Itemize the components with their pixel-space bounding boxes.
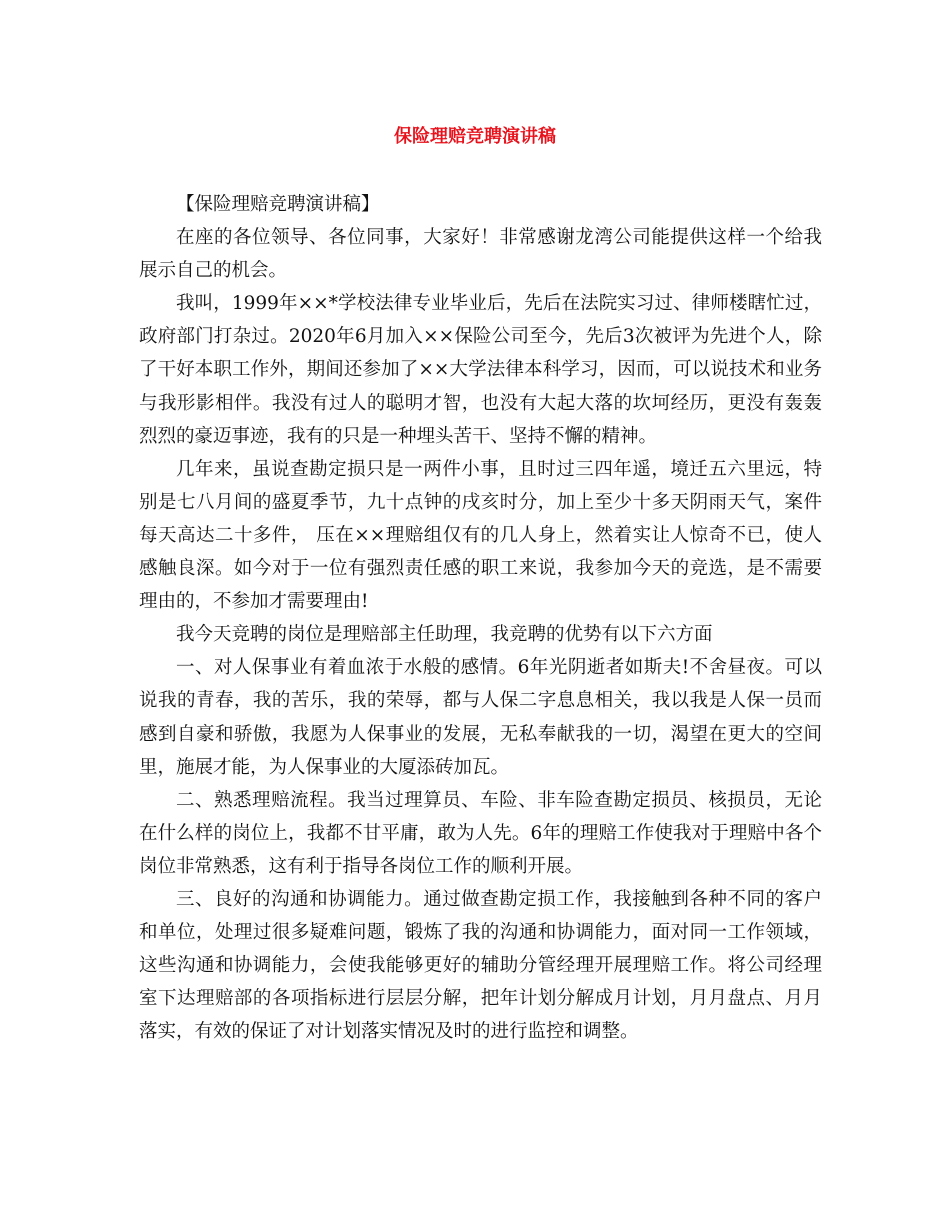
document-title: 保险理赔竞聘演讲稿 — [394, 126, 556, 147]
document-body — [139, 188, 822, 1048]
paragraph-advantage-two: 二、熟悉理赔流程。我当过理算员、车险、非车险查勘定损员、核损员，无论在什么样的岗位上，我都不甘平庸，敢为人先。6年的理赔工作使我对于理赔中各个岗位非常熟悉，这有利于指导各岗位工作的顺利开展。 — [139, 789, 822, 877]
paragraph-advantage-three: 三、良好的沟通和协调能力。通过做查勘定损工作，我接触到各种不同的客户和单位，处理过很多疑难问题，锻炼了我的沟通和协调能力，面对同一工作领域，这些沟通和协调能力，会使我能够更好的辅助分管经理开展理赔工作。将公司经理室下达理赔部的各项指标进行层层分解，把年计划分解成月计划，月月盘点、月月落实，有效的保证了对计划落实情况及时的进行监控和调整。 — [139, 888, 822, 1043]
paragraph-introduction: 我叫，1999年××*学校法律专业毕业后，先后在法院实习过、律师楼瞎忙过，政府部门打杂过。2020年6月加入××保险公司至今，先后3次被评为先进个人，除了干好本职工作外，期间还参加了××大学法律本科学习，因而，可以说技术和业务与我形影相伴。我没有过人的聪明才智，也没有大起大落的坎坷经历，更没有轰轰烈烈的豪迈事迹，我有的只是一种埋头苦干、坚持不懈的精神。 — [139, 293, 822, 447]
paragraph-experience: 几年来，虽说查勘定损只是一两件小事，且时过三四年遥，境迁五六里远，特别是七八月间的盛夏季节，九十点钟的戌亥时分，加上至少十多天阴雨天气，案件每天高达二十多件， 压在××理赔组仅有的几人身上，然着实让人惊奇不已，使人感触良深。如今对于一位有强烈责任感的职工来说，我参加今天的竞选，是不需要理由的，不参加才需要理由! — [139, 458, 822, 613]
paragraph-advantage-one: 一、对人保事业有着血浓于水般的感情。6年光阴逝者如斯夫!不舍昼夜。可以说我的青春，我的苦乐，我的荣辱，都与人保二字息息相关，我以我是人保一员而感到自豪和骄傲，我愿为人保事业的发展，无私奉献我的一切，渴望在更大的空间里，施展才能，为人保事业的大厦添砖加瓦。 — [139, 657, 822, 778]
paragraph-heading: 【保险理赔竞聘演讲稿】 — [176, 194, 380, 215]
paragraph-greeting: 在座的各位领导、各位同事，大家好！非常感谢龙湾公司能提供这样一个给我展示自己的机会。 — [139, 227, 822, 282]
paragraph-position: 我今天竞聘的岗位是理赔部主任助理，我竞聘的优势有以下六方面 — [176, 624, 713, 646]
